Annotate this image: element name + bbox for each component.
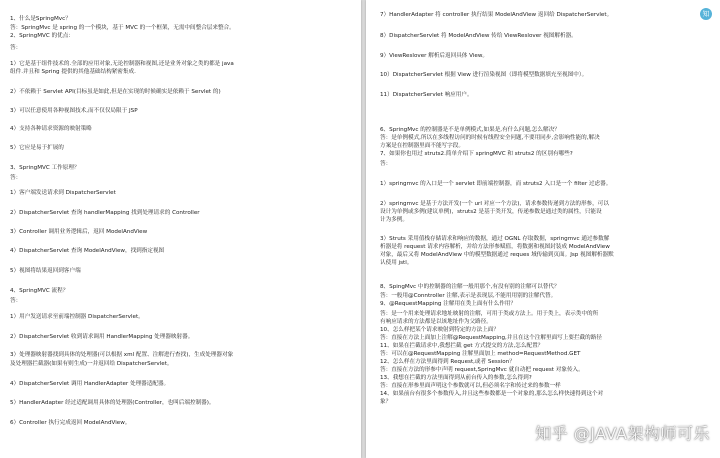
text-line: 8）DispatcherServlet 将 ModelAndView 传给 ViewReslover 视图解析器。 bbox=[380, 33, 577, 39]
text-line: 3）Controller 调用业务逻辑后，返回 ModelAndView bbox=[10, 229, 148, 235]
text-line: 1）它是基于组件技术的.全部的应用对象,无论控制器和视图,还是业务对象之类的都是 java bbox=[10, 61, 234, 67]
text-line: 1）用户发送请求至前端控制器 DispatcherServlet。 bbox=[10, 314, 144, 320]
text-line: 2）DispatcherServlet 收到请求调用 HandlerMapping 处理器映射器。 bbox=[10, 334, 194, 340]
text-line: 方案是在控制器里面不能写字段。 bbox=[380, 143, 464, 149]
text-line: 答： bbox=[10, 298, 22, 304]
text-line: 1）客户端发送请求到 DispatcherServlet bbox=[10, 190, 116, 196]
text-line: 4）支持各种请求资源的映射策略 bbox=[10, 126, 92, 132]
text-line: 象？ bbox=[380, 399, 392, 405]
text-line: 9、@RequestMapping 注解用在类上面有什么作用？ bbox=[380, 301, 516, 307]
text-line: 计为多例。 bbox=[380, 217, 408, 223]
text-line: 设计为单例或多例(建议单例)，struts2 是基于类开发，传递参数是通过类的属性，只能设 bbox=[380, 209, 602, 215]
text-line: 对象，最后又将 ModelAndView 中的模型数据通过 reques 域传输到页面。Jsp 视图解析器默 bbox=[380, 252, 614, 258]
zhihu-logo-icon: 知 bbox=[700, 8, 712, 20]
text-line: 13、我想在拦截的方法里面得到从前台传入的参数,怎么得到? bbox=[380, 375, 532, 381]
text-line: 析器是将 request 请求内容解析，并给方法形参赋值，将数据和视图封装成 ModelAndView bbox=[380, 244, 610, 250]
text-line: 有响应请求的方法都是以该地址作为父路径。 bbox=[380, 319, 492, 325]
text-line: 答：直接在方法上面加上注解@RequestMapping,并且在这个注解里面写上要拦截的路径 bbox=[380, 335, 602, 341]
text-line: 2）springmvc 是基于方法开发(一个 url 对应一个方法)，请求参数传递到方法的形参，可以 bbox=[380, 201, 609, 207]
text-line: 认使用 jstl。 bbox=[380, 260, 413, 266]
text-line: 答：直接在形参里面声明这个参数就可以,但必须名字和传过来的参数一样 bbox=[380, 383, 561, 389]
text-line: 10、怎么样把某个请求映射到特定的方法上面？ bbox=[380, 327, 499, 333]
text-line: 2）DispatcherServlet 查询 handlerMapping 找到处理请求的 Controller bbox=[10, 210, 200, 216]
text-line: 7）HandlerAdapter 将 controller 执行结果 ModelAndView 返回给 DispatcherServlet。 bbox=[380, 12, 613, 18]
text-line: 4、SpringMVC 流程？ bbox=[10, 288, 69, 294]
text-line: 6）Controller 执行完成返回 ModelAndView。 bbox=[10, 420, 131, 426]
text-line: 3、SpringMVC 工作原理？ bbox=[10, 165, 80, 171]
text-line: 7、如果你也用过 struts2.简单介绍下 springMVC 和 struts2 的区别有哪些? bbox=[380, 151, 573, 157]
text-line: 答：可以在@RequestMapping 注解里面加上 method=RequestMethod.GET bbox=[380, 351, 581, 357]
text-line: 答：SpringMvc 是 spring 的一个模块，基于 MVC 的一个框架，无需中间整合层来整合。 bbox=[10, 25, 235, 31]
text-line: 答：直接在方法的形参中声明 request,SpringMvc 就自动把 request 对象传入。 bbox=[380, 367, 584, 373]
text-line: 2、SpringMVC 的优点： bbox=[10, 33, 74, 39]
text-line: 8、SpingMvc 中的控制器的注解一般用那个,有没有别的注解可以替代？ bbox=[380, 284, 560, 290]
text-line: 答： bbox=[10, 175, 22, 181]
text-line: 3）Struts 采用值栈存储请求和响应的数据，通过 OGNL 存取数据，springmvc 通过参数解 bbox=[380, 236, 610, 242]
text-line: 答： bbox=[10, 45, 22, 51]
text-line: 5）视图将结果返回到客户端 bbox=[10, 268, 81, 274]
text-line: 组件.并且和 Spring 提供的其他基础结构紧密集成. bbox=[10, 69, 136, 75]
text-line: 6、SpringMvc 的控制器是不是单例模式,如果是,有什么问题,怎么解决？ bbox=[380, 127, 560, 133]
text-line: 答：一般用@Conntroller 注解,表示是表现层,不能用用别的注解代替。 bbox=[380, 293, 557, 299]
text-line: 11、如果在拦截请求中,我想拦截 get 方式提交的方法,怎么配置？ bbox=[380, 343, 544, 349]
right-page bbox=[366, 0, 720, 458]
text-line: 答： bbox=[380, 161, 392, 167]
text-line: 4）DispatcherServlet 调用 HandlerAdapter 处理器适配器。 bbox=[10, 381, 170, 387]
text-line: 10）DispatcherServlet 根据 View 进行渲染视图（即将模型数据填充至视图中）。 bbox=[380, 72, 588, 78]
text-line: 5）HandlerAdapter 经过适配调用具体的处理器(Controller，也叫后端控制器)。 bbox=[10, 400, 215, 406]
text-line: 1、什么是SpringMvc？ bbox=[10, 16, 71, 22]
text-line: 4）DispatcherServlet 查询 ModelAndView，找到指定视图 bbox=[10, 248, 165, 254]
text-line: 12、怎么样在方法里面得到 Request,或者 Session？ bbox=[380, 359, 515, 365]
text-line: 答：是单例模式,所以在多线程访问的时候有线程安全问题,不要用同步,会影响性能的,解决 bbox=[380, 135, 600, 141]
text-line: 3）处理器映射器找到具体的处理器(可以根据 xml 配置、注解进行查找)，生成处理器对象 bbox=[10, 352, 234, 358]
watermark: 知乎 @JAVA架构师可乐 bbox=[535, 424, 710, 443]
text-line: 2）不依赖于 Servlet API(目标虽是如此,但是在实现的时候确实是依赖于 Servlet 的) bbox=[10, 89, 221, 95]
text-line: 1）springmvc 的入口是一个 servlet 即前端控制器，而 struts2 入口是一个 filter 过虑器。 bbox=[380, 181, 612, 187]
text-line: 11）DispatcherServlet 响应用户。 bbox=[380, 92, 473, 98]
text-line: 3）可以任意使用各种视图技术,而不仅仅局限于 JSP bbox=[10, 108, 138, 114]
text-line: 14、如果前台有很多个参数传入,并且这些参数都是一个对象的,那么怎么样快速得到这个对 bbox=[380, 391, 604, 397]
text-line: 5）它应是易于扩展的 bbox=[10, 145, 64, 151]
text-line: 及处理器拦截器(如果有则生成)一并返回给 DispatcherServlet。 bbox=[10, 361, 173, 367]
text-line: 答：是一个用来处理请求地址映射的注解，可用于类或方法上。用于类上，表示类中的所 bbox=[380, 311, 599, 317]
text-line: 9）ViewReslover 解析后返回具体 View。 bbox=[380, 53, 489, 59]
